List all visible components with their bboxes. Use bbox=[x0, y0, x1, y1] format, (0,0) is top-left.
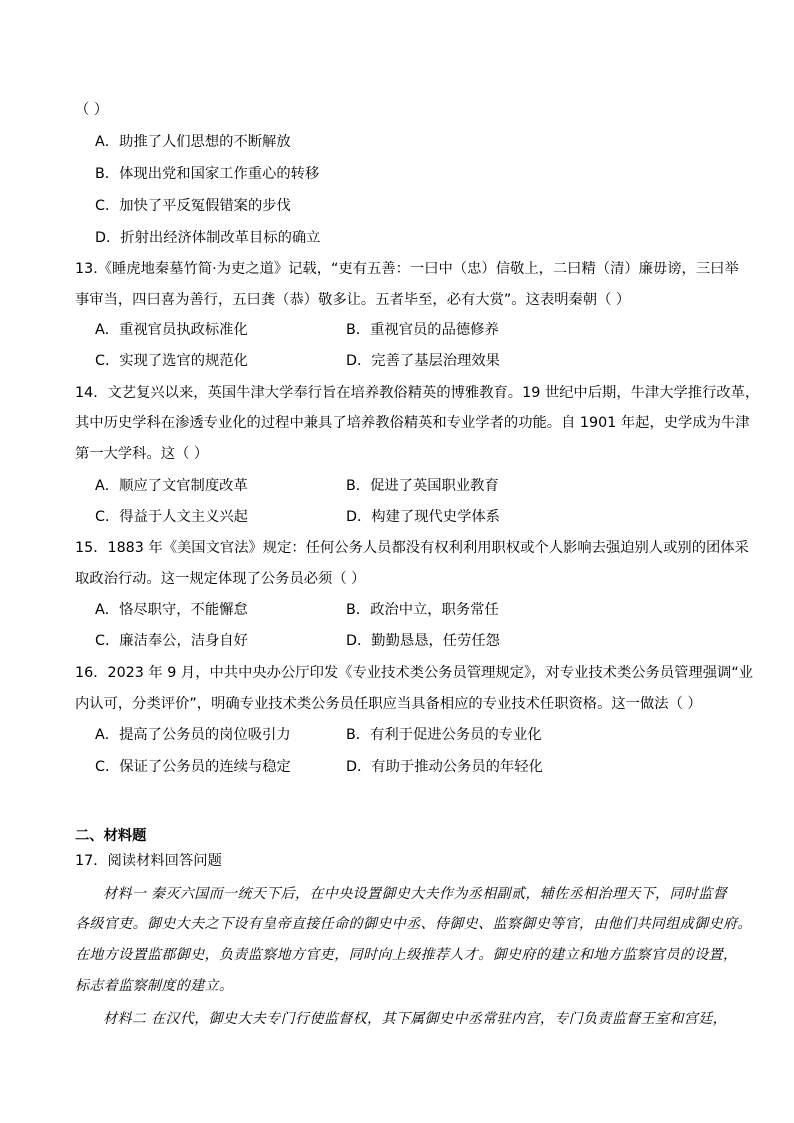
q14-option-a: A．顺应了文官制度改革 bbox=[95, 478, 248, 494]
q16-option-d: D．有助于推动公务员的年轻化 bbox=[346, 759, 543, 775]
q12-option-a: A．助推了人们思想的不断解放 bbox=[95, 134, 291, 150]
material-1-line-2: 各级官吏。御史大夫之下设有皇帝直接任命的御史中丞、侍御史、监察御史等官，由他们共同组成御史府。 bbox=[75, 916, 752, 932]
q16-stem-line-1: 16．2023 年 9 月，中共中央办公厅印发《专业技术类公务员管理规定》，对专业技术类公务员管理强调“业 bbox=[75, 665, 754, 681]
q13-option-d: D．完善了基层治理效果 bbox=[346, 353, 500, 369]
q12-option-b: B．体现出党和国家工作重心的转移 bbox=[95, 166, 320, 182]
q14-option-c: C．得益于人文主义兴起 bbox=[95, 509, 248, 525]
q12-option-c: C．加快了平反冤假错案的步伐 bbox=[95, 198, 291, 214]
q15-stem-line-1: 15．1883 年《美国文官法》规定：任何公务人员都没有权利利用职权或个人影响去强迫别人或别的团体采 bbox=[75, 540, 749, 556]
q16-option-b: B．有利于促进公务员的专业化 bbox=[346, 727, 542, 743]
q12-stem-tail: （ ） bbox=[75, 102, 109, 118]
section-heading: 二、材料题 bbox=[75, 828, 147, 844]
material-1-line-1: 材料一 秦灭六国而一统天下后，在中央设置御史大夫作为丞相副贰，辅佐丞相治理天下，同时监督 bbox=[103, 886, 728, 902]
q13-option-c: C．实现了选官的规范化 bbox=[95, 353, 248, 369]
q15-option-b: B．政治中立，职务常任 bbox=[346, 602, 499, 618]
q16-option-c: C．保证了公务员的连续与稳定 bbox=[95, 759, 291, 775]
q16-stem-line-2: 内认可，分类评价”，明确专业技术类公务员任职应当具备相应的专业技术任职资格。这一做法（ ） bbox=[75, 696, 702, 712]
q13-option-b: B．重视官员的品德修养 bbox=[346, 322, 499, 338]
q13-option-a: A．重视官员执政标准化 bbox=[95, 322, 248, 338]
q14-option-b: B．促进了英国职业教育 bbox=[346, 478, 499, 494]
q15-option-c: C．廉洁奉公，洁身自好 bbox=[95, 633, 248, 649]
q14-option-d: D．构建了现代史学体系 bbox=[346, 509, 500, 525]
material-1-line-3: 在地方设置监郡御史，负责监察地方官吏，同时向上级推荐人才。御史府的建立和地方监察官员的设置， bbox=[75, 947, 738, 963]
q12-option-d: D．折射出经济体制改革目标的确立 bbox=[95, 230, 321, 246]
q15-option-a: A．恪尽职守，不能懈怠 bbox=[95, 602, 248, 618]
q15-option-d: D．勤勤恳恳，任劳任怨 bbox=[346, 633, 500, 649]
q15-stem-line-2: 取政治行动。这一规定体现了公务员必须（ ） bbox=[75, 571, 366, 587]
q13-stem-line-2: 事审当，四曰喜为善行，五曰龚（恭）敬多让。五者毕至，必有大赏”。这表明秦朝（ ） bbox=[75, 292, 631, 308]
q14-stem-line-1: 14．文艺复兴以来，英国牛津大学奉行旨在培养教俗精英的博雅教育。19 世纪中后期，牛津大学推行改革， bbox=[75, 385, 760, 401]
q16-option-a: A．提高了公务员的岗位吸引力 bbox=[95, 727, 291, 743]
q13-stem-line-1: 13.《睡虎地秦墓竹简·为吏之道》记载，“吏有五善：一曰中（忠）信敬上，二曰精（清）廉毋谤，三曰举 bbox=[75, 261, 739, 277]
q14-stem-line-2: 其中历史学科在渗透专业化的过程中兼具了培养教俗精英和专业学者的功能。自 1901 年起，史学成为牛津 bbox=[75, 415, 750, 431]
material-1-line-4: 标志着监察制度的建立。 bbox=[75, 978, 234, 994]
q14-stem-line-3: 第一大学科。这（ ） bbox=[75, 446, 209, 462]
q17-title: 17．阅读材料回答问题 bbox=[75, 853, 222, 869]
material-2-line-1: 材料二 在汉代，御史大夫专门行使监督权，其下属御史中丞常驻内宫，专门负责监督王室和宫廷， bbox=[103, 1011, 728, 1027]
